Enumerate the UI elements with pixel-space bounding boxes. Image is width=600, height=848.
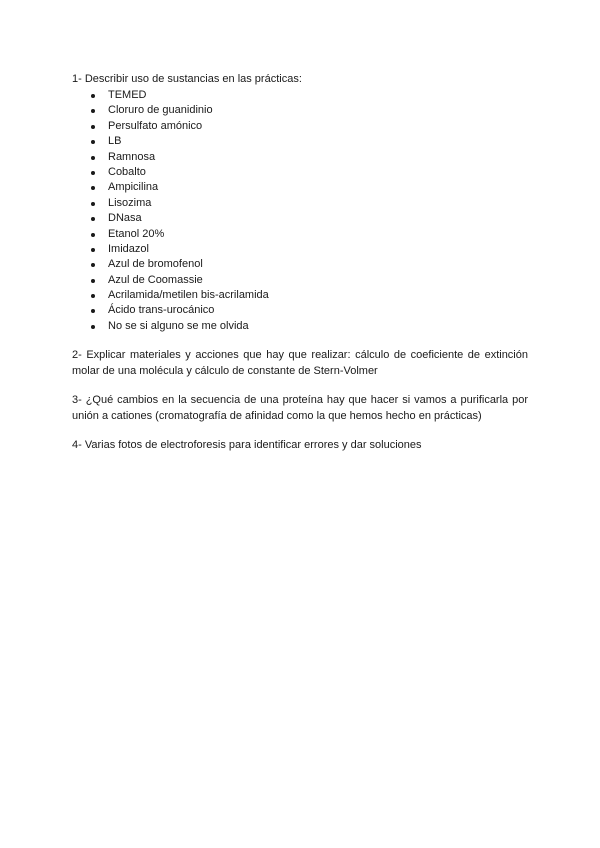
list-item-text: Persulfato amónico: [108, 119, 203, 132]
list-item: [72, 180, 528, 195]
question-4-paragraph: 4- Varias fotos de electroforesis para identificar errores y dar soluciones: [72, 439, 422, 452]
list-item: [72, 257, 528, 272]
bullet-icon: [91, 125, 95, 129]
list-item: [72, 196, 528, 211]
question-3-paragraph: 3- ¿Qué cambios en la secuencia de una proteína hay que hacer si vamos a purificarla por unión a cationes (cromatografía de afinidad como la que hemos hecho en prácticas): [72, 394, 528, 422]
list-item: [72, 211, 528, 226]
bullet-icon: [91, 217, 95, 221]
question-1-list: [72, 88, 528, 334]
list-item: [72, 273, 528, 288]
list-item: [72, 103, 528, 118]
list-item-text: Cloruro de guanidinio: [108, 104, 213, 117]
bullet-icon: [91, 263, 95, 267]
bullet-icon: [91, 325, 95, 329]
list-item-text: Lisozima: [108, 196, 152, 209]
list-item: [72, 227, 528, 242]
bullet-icon: [91, 309, 95, 313]
list-item: [72, 150, 528, 165]
bullet-icon: [91, 109, 95, 113]
list-item-text: Azul de bromofenol: [108, 258, 203, 271]
bullet-icon: [91, 140, 95, 144]
list-item: [72, 319, 528, 334]
list-item-text: DNasa: [108, 212, 142, 225]
list-item: [72, 134, 528, 149]
bullet-icon: [91, 94, 95, 98]
list-item-text: Acrilamida/metilen bis-acrilamida: [108, 289, 269, 302]
list-item-text: Ácido trans-urocánico: [108, 304, 215, 317]
list-item-text: Ampicilina: [108, 181, 159, 194]
bullet-icon: [91, 248, 95, 252]
document-content: [72, 72, 528, 454]
list-item-text: No se si alguno se me olvida: [108, 319, 249, 332]
list-item: [72, 119, 528, 134]
bullet-icon: [91, 279, 95, 283]
list-item-text: Ramnosa: [108, 150, 156, 163]
list-item-text: Imidazol: [108, 242, 149, 255]
bullet-icon: [91, 202, 95, 206]
list-item: [72, 165, 528, 180]
list-item-text: LB: [108, 135, 122, 148]
list-item-text: TEMED: [108, 89, 147, 101]
bullet-icon: [91, 233, 95, 237]
question-1-title: 1- Describir uso de sustancias en las prácticas:: [72, 73, 302, 85]
list-item-text: Cobalto: [108, 165, 146, 178]
bullet-icon: [91, 294, 95, 298]
list-item: [72, 242, 528, 257]
list-item: [72, 288, 528, 303]
list-item: [72, 88, 528, 103]
question-2-paragraph: 2- Explicar materiales y acciones que hay que realizar: cálculo de coeficiente de extinción molar de una molécula y cálculo de constante de Stern-Volmer: [72, 349, 528, 377]
bullet-icon: [91, 171, 95, 175]
bullet-icon: [91, 156, 95, 160]
bullet-icon: [91, 186, 95, 190]
list-item-text: Etanol 20%: [108, 227, 165, 240]
list-item-text: Azul de Coomassie: [108, 273, 203, 286]
list-item: [72, 303, 528, 318]
